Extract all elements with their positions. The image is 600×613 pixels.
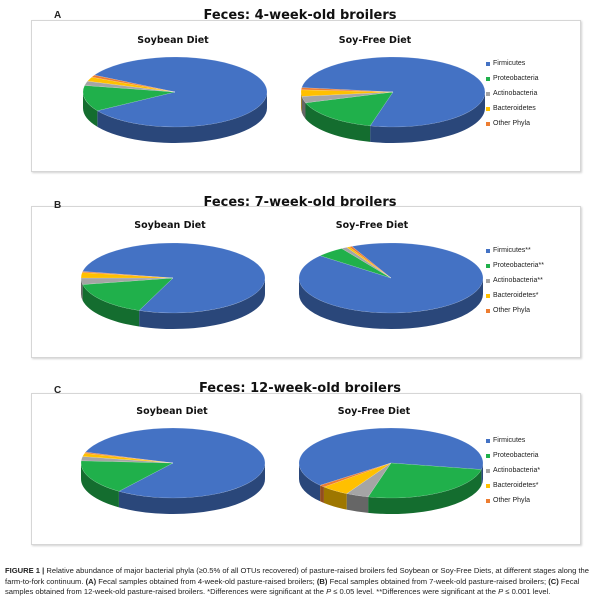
panel-a-soybean-pie — [80, 54, 270, 154]
legend-swatch — [486, 107, 490, 111]
legend-item — [486, 273, 544, 288]
caption-c-label: (C) — [548, 576, 559, 586]
panel-c-soybean-pie — [78, 425, 268, 525]
caption-lead: FIGURE 1 | — [5, 566, 47, 575]
panel-a-letter: A — [54, 10, 62, 21]
caption-a-label: (A) — [85, 576, 97, 586]
legend-swatch — [486, 77, 490, 81]
legend-label: Bacteroidetes — [493, 105, 536, 112]
panel-c-legend — [486, 433, 540, 508]
legend-item — [486, 71, 539, 86]
legend-item — [486, 288, 544, 303]
legend-label: Other Phyla — [493, 307, 530, 314]
caption-a-text: Fecal samples obtained from 4-week-old pasture-raised broilers; — [96, 576, 317, 586]
caption-text-1: Relative abundance of major bacterial phyla (≥0.5% of all OTUs recovered) of pasture-raised broilers fed Soybean or Soy-Free Diets, at different stages along the farm-to-fork continuum. — [5, 566, 589, 586]
legend-label: Proteobacteria** — [493, 262, 544, 269]
legend-swatch — [486, 439, 490, 443]
legend-label: Firmicutes — [493, 437, 526, 444]
legend-label: Other Phyla — [493, 120, 530, 127]
legend-label: Firmicutes — [493, 60, 526, 67]
legend-swatch — [486, 309, 490, 313]
legend-swatch — [486, 454, 490, 458]
panel-b-soyfree-pie — [296, 240, 486, 340]
legend-swatch — [486, 499, 490, 503]
panel-a-left-title: Soybean Diet — [137, 35, 209, 46]
legend-item — [486, 448, 540, 463]
caption-end: ≤ 0.001 level. — [503, 587, 551, 597]
legend-swatch — [486, 92, 490, 96]
legend-label: Proteobacteria — [493, 452, 539, 459]
legend-swatch — [486, 249, 490, 253]
legend-item — [486, 116, 539, 131]
panel-c-title: Feces: 12-week-old broilers — [198, 381, 402, 396]
pie-slice-side — [320, 485, 324, 503]
legend-item — [486, 493, 540, 508]
panel-c-left-title: Soybean Diet — [136, 406, 208, 417]
panel-b-soybean-pie — [78, 240, 268, 340]
legend-swatch — [486, 279, 490, 283]
legend-item — [486, 433, 540, 448]
legend-swatch — [486, 62, 490, 66]
legend-swatch — [486, 469, 490, 473]
panel-c-letter: C — [54, 385, 62, 396]
panel-b-letter: B — [54, 200, 62, 211]
legend-label: Firmicutes** — [493, 247, 531, 254]
panel-c-soyfree-pie — [296, 425, 486, 525]
panel-a-soyfree-pie — [298, 54, 488, 154]
legend-swatch — [486, 264, 490, 268]
legend-item — [486, 101, 539, 116]
legend-label: Actinobacteria** — [493, 277, 543, 284]
legend-item — [486, 56, 539, 71]
panel-a-right-title: Soy-Free Diet — [338, 35, 412, 46]
legend-label: Bacteroidetes* — [493, 482, 539, 489]
legend-swatch — [486, 122, 490, 126]
legend-label: Other Phyla — [493, 497, 530, 504]
panel-a-legend — [486, 56, 539, 131]
caption-p-1: P — [326, 587, 332, 597]
panel-c-right-title: Soy-Free Diet — [337, 406, 411, 417]
legend-item — [486, 463, 540, 478]
legend-item — [486, 243, 544, 258]
legend-swatch — [486, 294, 490, 298]
legend-label: Actinobacteria* — [493, 467, 541, 474]
panel-b-right-title: Soy-Free Diet — [335, 220, 409, 231]
panel-b-legend — [486, 243, 544, 318]
caption-b-text: Fecal samples obtained from 7-week-old pasture-raised broilers; — [327, 576, 549, 586]
legend-label: Actinobacteria — [493, 90, 538, 97]
caption-b-label: (B) — [316, 576, 328, 586]
legend-label: Bacteroidetes* — [493, 292, 539, 299]
legend-item — [486, 258, 544, 273]
figure-caption — [5, 566, 597, 598]
panel-a-title: Feces: 4-week-old broilers — [203, 8, 397, 23]
legend-swatch — [486, 484, 490, 488]
legend-label: Proteobacteria — [493, 75, 539, 82]
panel-b-title: Feces: 7-week-old broilers — [203, 195, 397, 210]
panel-b-left-title: Soybean Diet — [134, 220, 206, 231]
caption-p-2: P — [498, 587, 504, 597]
caption-c-text: Fecal samples obtained from 12-week-old pasture-raised broilers. *Differences were significant at the — [5, 576, 580, 597]
caption-mid: ≤ 0.05 level. **Differences were significant at the — [331, 587, 499, 597]
legend-item — [486, 478, 540, 493]
legend-item — [486, 86, 539, 101]
legend-item — [486, 303, 544, 318]
